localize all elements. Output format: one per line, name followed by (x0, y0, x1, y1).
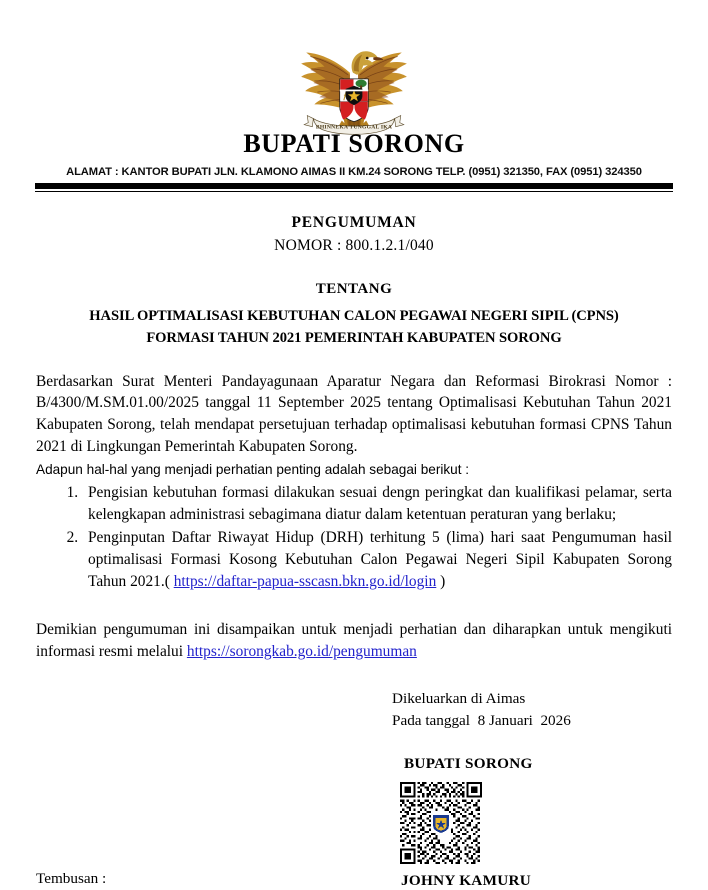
letterhead-address: ALAMAT : KANTOR BUPATI JLN. KLAMONO AIMAS II KM.24 SORONG TELP. (0951) 321350, FAX (0951) 324350 (66, 165, 642, 178)
qr-code-container (392, 782, 672, 864)
lead-in-paragraph: Adapun hal-hal yang menjadi perhatian penting adalah sebagai berikut : (36, 462, 470, 478)
garuda-pancasila-emblem (293, 24, 415, 146)
divider-thick-rule (35, 183, 673, 189)
intro-paragraph: Berdasarkan Surat Menteri Pandayagunaan Aparatur Negara dan Reformasi Birokrasi Nomor : B/4300/M.SM.01.00/2025 tanggal 11 September 2025 tentang Optimalisasi Kebutuhan Tahun 2021 Kabupaten Sorong, telah mendapat persetujuan terhadap optimalisasi kebutuhan formasi CPNS Tahun 2021 di Lingkungan Pemerintah Kabupaten Sorong. (36, 372, 672, 456)
issued-date: Pada tanggal 8 Januari 2026 (392, 712, 571, 730)
subject-line-1: HASIL OPTIMALISASI KEBUTUHAN CALON PEGAWAI NEGERI SIPIL (CPNS) (89, 308, 619, 325)
list-item (82, 482, 672, 526)
emblem-container (0, 0, 708, 131)
list-item-2-text-after: ) (436, 572, 446, 590)
drh-registration-link[interactable]: https://daftar-papua-sscasn.bkn.go.id/login (173, 572, 437, 590)
letterhead-title: BUPATI SORONG (243, 129, 465, 158)
closing-text: Demikian pengumuman ini disampaikan untuk menjadi perhatian dan diharapkan untuk mengikuti informasi resmi melalui (36, 620, 672, 660)
about-label: TENTANG (315, 281, 393, 298)
list-item-1-text: Pengisian kebutuhan formasi dilakukan sesuai dengn peringkat dan kualifikasi pelamar, serta kelengkapan administrasi sebagimana diatur dalam ketentuan peraturan yang berlaku; (88, 484, 672, 524)
closing-paragraph (36, 619, 672, 663)
announcement-heading: PENGUMUMAN (291, 214, 417, 232)
subject-line-2: FORMASI TAHUN 2021 PEMERINTAH KABUPATEN SORONG (146, 329, 562, 346)
signatory-role: BUPATI SORONG (404, 754, 533, 772)
announcement-number: NOMOR : 800.1.2.1/040 (274, 237, 434, 255)
letterhead-divider (35, 183, 673, 193)
qr-code[interactable] (400, 782, 482, 864)
announcement-heading-block (0, 214, 708, 255)
document-body (36, 371, 672, 890)
list-item-2-text-before: Penginputan Daftar Riwayat Hidup (DRH) terhitung 5 (lima) hari saat Pengumuman hasil optimalisasi Formasi Kosong Kebutuhan Calon Pegawai Negeri Sipil Kabupaten Sorong Tahun 2021.( (88, 529, 672, 590)
list-item (82, 527, 672, 593)
signature-block (36, 688, 672, 889)
announcement-subject-block (0, 281, 708, 348)
divider-thin-rule (35, 191, 673, 193)
svg-text:BHINNEKA TUNGGAL IKA: BHINNEKA TUNGGAL IKA (315, 124, 393, 131)
issued-place: Dikeluarkan di Aimas (392, 690, 526, 708)
signatory-name: JOHNY KAMURU (401, 871, 532, 889)
attention-points-list (36, 482, 672, 592)
tembusan-label: Tembusan : (36, 870, 107, 887)
official-info-link[interactable]: https://sorongkab.go.id/pengumuman (186, 642, 417, 660)
